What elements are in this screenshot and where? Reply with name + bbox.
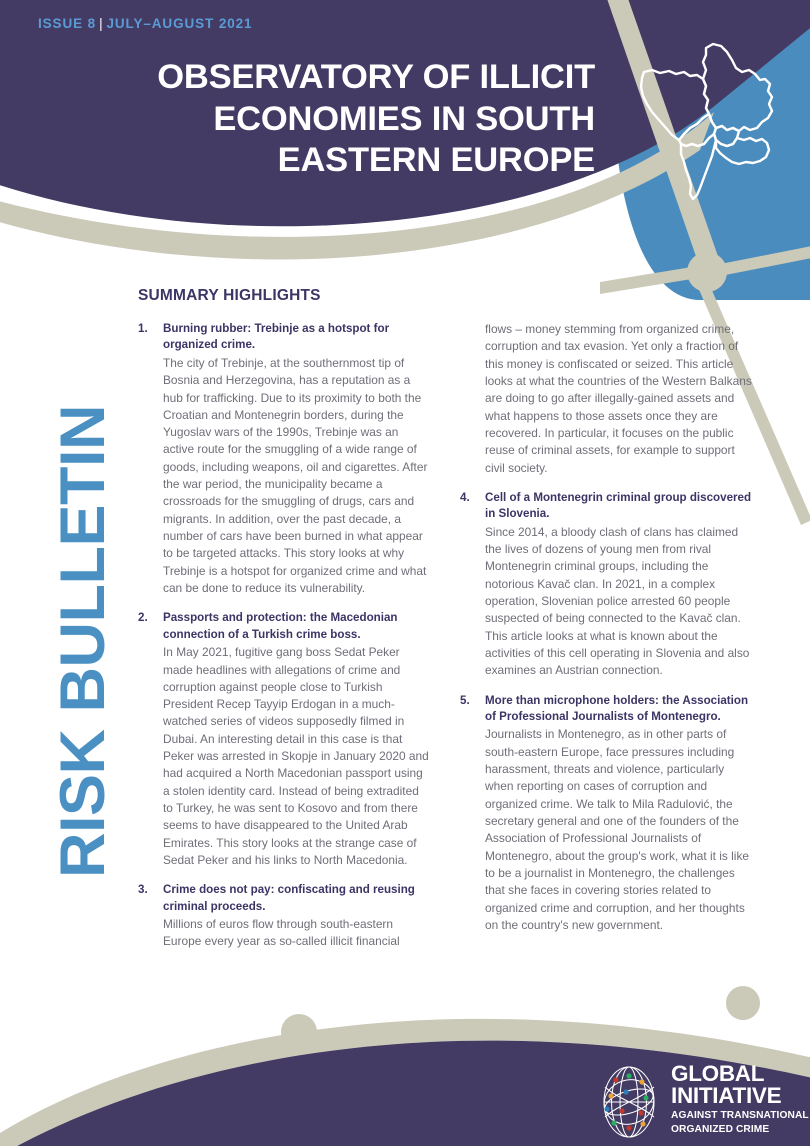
logo-line-1: GLOBAL <box>671 1061 765 1086</box>
column-left <box>138 321 431 964</box>
masthead-line-2: ECONOMIES IN SOUTH <box>213 99 595 138</box>
list-item-number: 4. <box>460 490 470 504</box>
list-item-number: 1. <box>138 322 148 335</box>
list-item-body <box>163 882 431 951</box>
list-item-text: In May 2021, fugitive gang boss Sedat Peker made headlines with allegations of crime and corruption against people close to Turkish President Recep Tayyip Erdogan in a much-watched series of videos supposedly filmed in Dubai. An interesting detail in this case is that Peker was arrested in Skopje in January 2020 and had acquired a North Macedonian passport using a stolen identity card. Instead of being extradited to Turkey, he was sent to Kosovo and from there seems to have disappeared to the United Arab Emirates. This story looks at the strange case of Sedat Peker and his links to North Macedonia. <box>163 645 429 867</box>
network-node-top <box>687 252 727 292</box>
logo-subline-2: ORGANIZED CRIME <box>671 1124 770 1136</box>
continuation-text: flows – money stemming from organized crime, corruption and tax evasion. Yet only a fraction of this money is confiscated or seized. This article looks at what the countries of the Western Balkans are doing to go after illegally-gained assets and what happens to those assets once they are recovered. In particular, it focuses on the public reuse of criminal assets, for example to support civil society. <box>485 322 752 475</box>
list-item-text: The city of Trebinje, at the southernmost tip of Bosnia and Herzegovina, has a reputation as a hub for trafficking. Due to its proximity to both the Croatian and Montenegrin borders, during the Yugoslav wars of the 1990s, Trebinje was an active route for the smuggling of a wide range of goods, including weapons, oil and cigarettes. After the war period, the municipality became a crossroads for the smuggling of drugs, cars and migrants. In addition, over the past decade, a number of cars have been burned in what appear to be targeted attacks. This story looks at why Trebinje is a hotspot for organized crime and what can be done to reduce its vulnerability. <box>163 355 428 595</box>
logo-line-2: INITIATIVE <box>671 1082 782 1108</box>
list-item <box>138 610 431 869</box>
list-item-heading: Passports and protection: the Macedonian connection of a Turkish crime boss. <box>163 611 398 641</box>
list-item-number: 5. <box>460 693 470 707</box>
masthead-line-1: OBSERVATORY OF ILLICIT <box>157 58 595 96</box>
list-item-text: Millions of euros flow through south-eastern Europe every year as so-called illicit financial <box>163 917 400 949</box>
list-item <box>138 882 431 951</box>
list-item <box>138 321 431 597</box>
list-item-number: 2. <box>138 611 148 625</box>
masthead-line-3: EASTERN EUROPE <box>277 141 595 180</box>
network-node-footer-right <box>726 986 760 1020</box>
list-item-heading: Crime does not pay: confiscating and reusing criminal proceeds. <box>163 883 415 913</box>
list-item-heading: Cell of a Montenegrin criminal group discovered in Slovenia. <box>485 490 752 521</box>
list-item-body <box>485 693 753 935</box>
list-item-number: 3. <box>138 883 148 897</box>
issue-line <box>38 16 252 31</box>
logo-wordmark <box>671 1063 809 1136</box>
masthead-title <box>120 57 595 182</box>
list-item <box>460 693 753 935</box>
network-node-footer-left <box>281 1014 317 1050</box>
list-item-text: Since 2014, a bloody clash of clans has claimed the lives of dozens of young men from rival Montenegrin criminal groups, including the notorious Kavač clan. In 2021, in a complex operation, Slovenian police arrested 60 people suspected of being connected to the Kavač clan. This article looks at what is known about the activities of this cell operating in Slovenia and also examines an Austrian connection. <box>485 524 750 678</box>
list-item-body <box>485 490 753 680</box>
list-item-body <box>163 610 431 869</box>
logo-subline-1: AGAINST TRANSNATIONAL <box>671 1109 809 1121</box>
issue-separator: | <box>99 16 104 31</box>
global-initiative-logo <box>596 1063 809 1139</box>
list-item <box>460 490 753 680</box>
column-right <box>460 321 753 947</box>
list-item-heading: Burning rubber: Trebinje as a hotspot for organized crime. <box>163 322 390 352</box>
list-item-body <box>163 321 431 597</box>
issue-date: JULY–AUGUST 2021 <box>106 16 253 31</box>
issue-number: ISSUE 8 <box>38 16 97 31</box>
globe-icon <box>596 1065 662 1139</box>
list-item-heading: More than microphone holders: the Association of Professional Journalists of Montenegro. <box>485 693 749 723</box>
list-item-text: Journalists in Montenegro, as in other parts of south-eastern Europe, face pressures including harassment, threats and violence, particularly when reporting on cases of corruption and organized crime. We talk to Mila Radulović, the secretary general and one of the founders of the Association of Professional Journalists of Montenegro, about the group's work, what it is like to be a journalist in Montenegro, the challenges that she faces in covering stories related to organized crime and corruption, and her thoughts on the country's new government. <box>485 727 750 932</box>
spine-risk-bulletin: RISK BULLETIN <box>48 405 118 878</box>
page-title: SUMMARY HIGHLIGHTS <box>138 287 321 304</box>
summary-content <box>138 287 752 949</box>
